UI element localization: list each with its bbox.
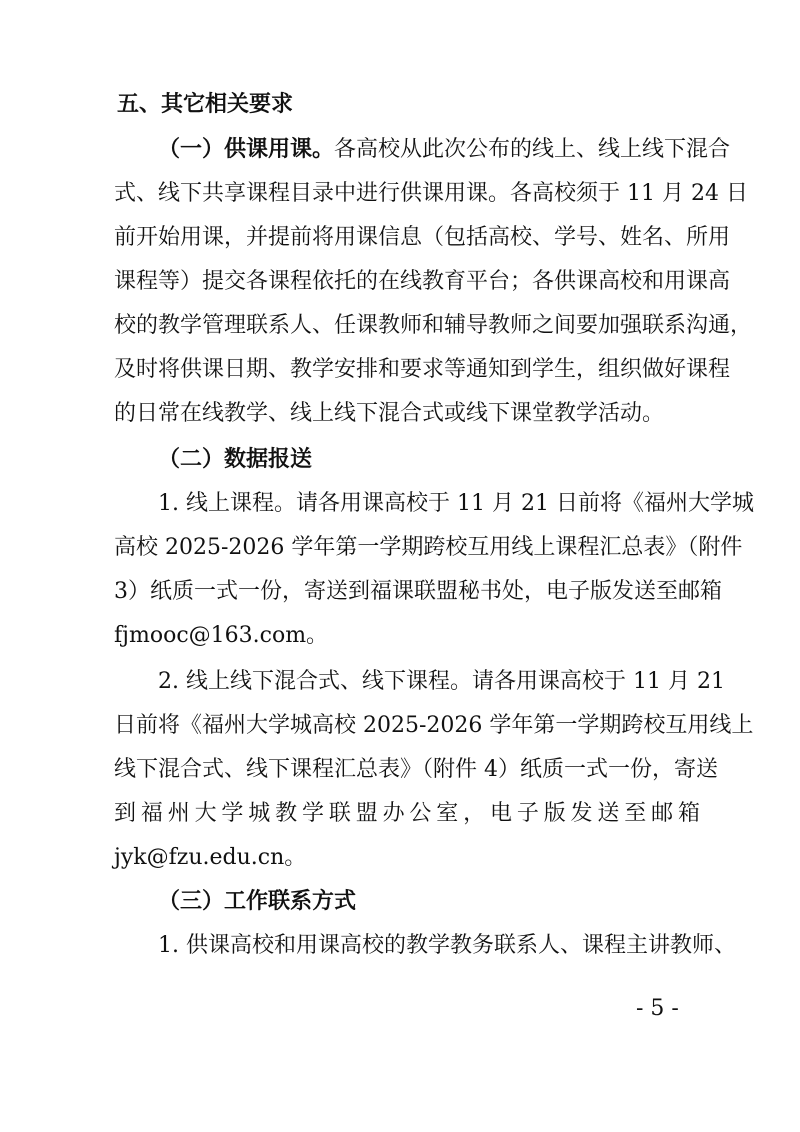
paragraph-line: 校的教学管理联系人、任课教师和辅导教师之间要加强联系沟通，: [114, 313, 753, 338]
paragraph-line: 前开始用课，并提前将用课信息（包括高校、学号、姓名、所用: [114, 225, 731, 250]
paragraph-line: 3）纸质一式一份，寄送到福课联盟秘书处，电子版发送至邮箱: [114, 579, 722, 604]
page-number: - 5 -: [636, 996, 679, 1021]
paragraph-line: 线下混合式、线下课程汇总表》（附件 4）纸质一式一份，寄送: [114, 757, 718, 782]
email-address-line: fjmooc@163.com。: [114, 623, 329, 648]
paragraph-contacts: [114, 924, 736, 968]
paragraph-blended-courses: [114, 660, 754, 880]
paragraph-line: （一）供课用课。各高校从此次公布的线上、线上线下混合: [158, 137, 731, 162]
paragraph-line: 式、线下共享课程目录中进行供课用课。各高校须于 11 月 24 日: [114, 181, 748, 206]
paragraph-line: 日前将《福州大学城高校 2025-2026 学年第一学期跨校互用线上: [114, 713, 754, 738]
paragraph-online-courses: [114, 482, 754, 658]
item-title: 2. 线上线下混合式、线下课程。: [158, 669, 472, 694]
paragraph-line: 的日常在线教学、线上线下混合式或线下课堂教学活动。: [114, 401, 665, 426]
paragraph-line: 高校 2025-2026 学年第一学期跨校互用线上课程汇总表》（附件: [114, 535, 743, 560]
section2-title: （二）数据报送: [158, 447, 313, 472]
paragraph-line: 2. 线上线下混合式、线下课程。请各用课高校于 11 月 21: [158, 669, 725, 694]
paragraph-line: 1. 供课高校和用课高校的教学教务联系人、课程主讲教师、: [158, 933, 736, 958]
email-address-line: jyk@fzu.edu.cn。: [114, 845, 307, 870]
paragraph-line: 及时将供课日期、教学安排和要求等通知到学生，组织做好课程: [114, 357, 731, 382]
section-heading: 五、其它相关要求: [117, 92, 294, 117]
paragraph-line: 到福州大学城教学联盟办公室，电子版发送至邮箱: [114, 801, 700, 826]
paragraph-line: 1. 线上课程。请各用课高校于 11 月 21 日前将《福州大学城: [158, 491, 754, 516]
paragraph-course-supply: [114, 128, 753, 436]
item-title: 1. 线上课程。: [158, 491, 296, 516]
section1-title: （一）供课用课。: [158, 137, 335, 162]
paragraph-line: 课程等）提交各课程依托的在线教育平台；各供课高校和用课高: [114, 269, 731, 294]
section3-title: （三）工作联系方式: [158, 889, 357, 914]
